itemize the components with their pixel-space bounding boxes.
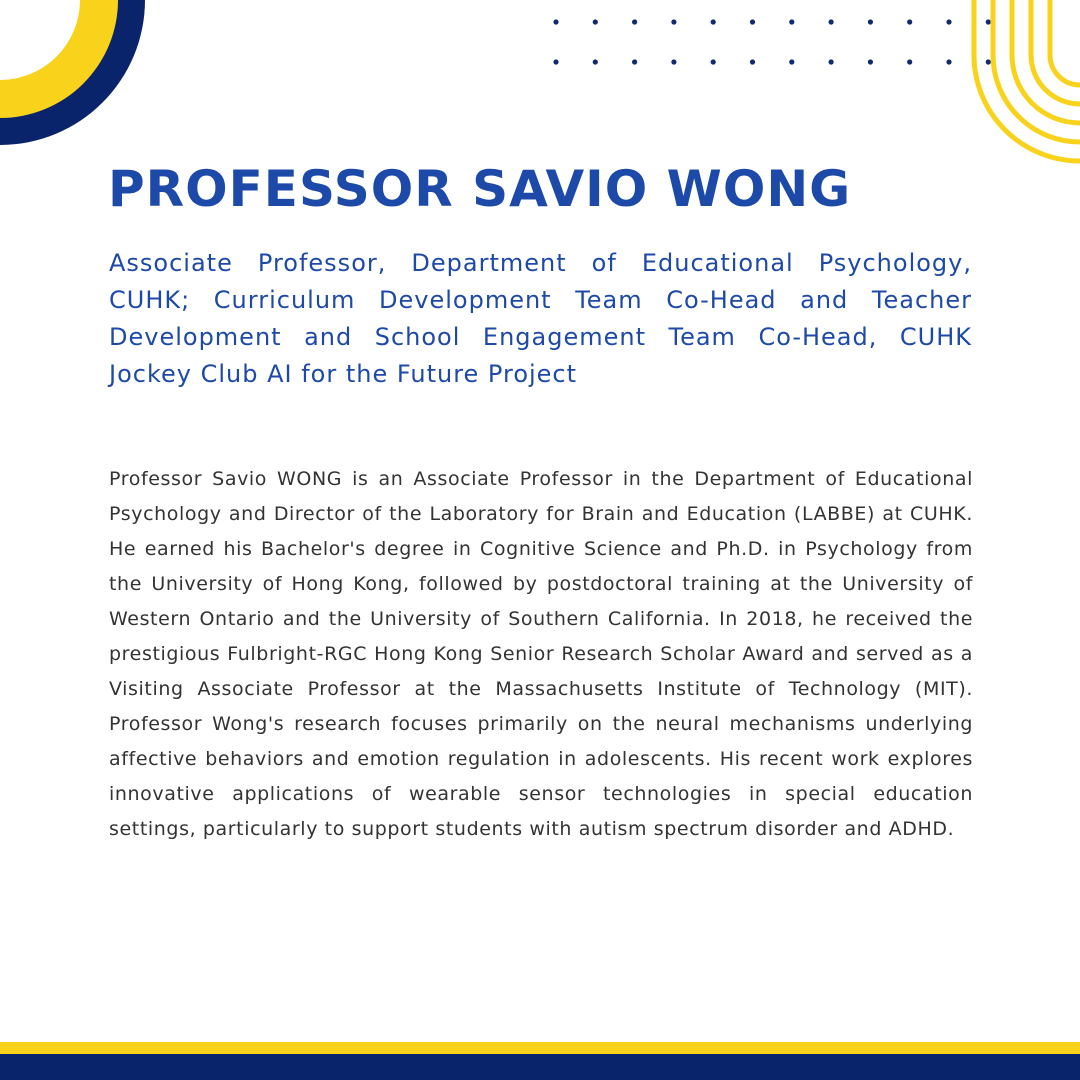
- dot: [711, 19, 716, 24]
- dot: [750, 59, 755, 64]
- dot: [789, 59, 794, 64]
- dot: [750, 19, 755, 24]
- dot: [671, 59, 676, 64]
- arc-line: [1031, 0, 1080, 104]
- dot: [632, 59, 637, 64]
- page-title: PROFESSOR SAVIO WONG: [108, 160, 852, 218]
- dot: [593, 19, 598, 24]
- band-navy-stripe: [0, 1054, 1080, 1080]
- dot: [789, 19, 794, 24]
- dot: [868, 59, 873, 64]
- dot: [671, 19, 676, 24]
- dot: [829, 59, 834, 64]
- dot: [553, 59, 558, 64]
- position-subtitle: Associate Professor, Department of Educational Psychology, CUHK; Curriculum Development Team Co-Head and Teacher Development and School Engagement Team Co-Head, CUHK Jockey Club AI for the Future Project: [109, 249, 972, 388]
- dot: [868, 19, 873, 24]
- arc-line: [1050, 0, 1080, 85]
- dot: [553, 19, 558, 24]
- corner-arc-decoration: [0, 0, 160, 160]
- dot: [593, 59, 598, 64]
- bottom-color-band: [0, 1042, 1080, 1080]
- biography-text: Professor Savio WONG is an Associate Professor in the Department of Educational Psychology and Director of the Laboratory for Brain and Education (LABBE) at CUHK. He earned his Bachelor's degree in Cognitive Science and Ph.D. in Psychology from the University of Hong Kong, followed by postdoctoral training at the University of Western Ontario and the University of Southern California. In 2018, he received the prestigious Fulbright-RGC Hong Kong Senior Research Scholar Award and served as a Visiting Associate Professor at the Massachusetts Institute of Technology (MIT). Professor Wong's research focuses primarily on the neural mechanisms underlying affective behaviors and emotion regulation in adolescents. His recent work explores innovative applications of wearable sensor technologies in special education settings, particularly to support students with autism spectrum disorder and ADHD.: [109, 468, 973, 840]
- dot: [632, 19, 637, 24]
- dot: [907, 59, 912, 64]
- band-yellow-stripe: [0, 1042, 1080, 1054]
- dot: [829, 19, 834, 24]
- dot: [711, 59, 716, 64]
- dot: [907, 19, 912, 24]
